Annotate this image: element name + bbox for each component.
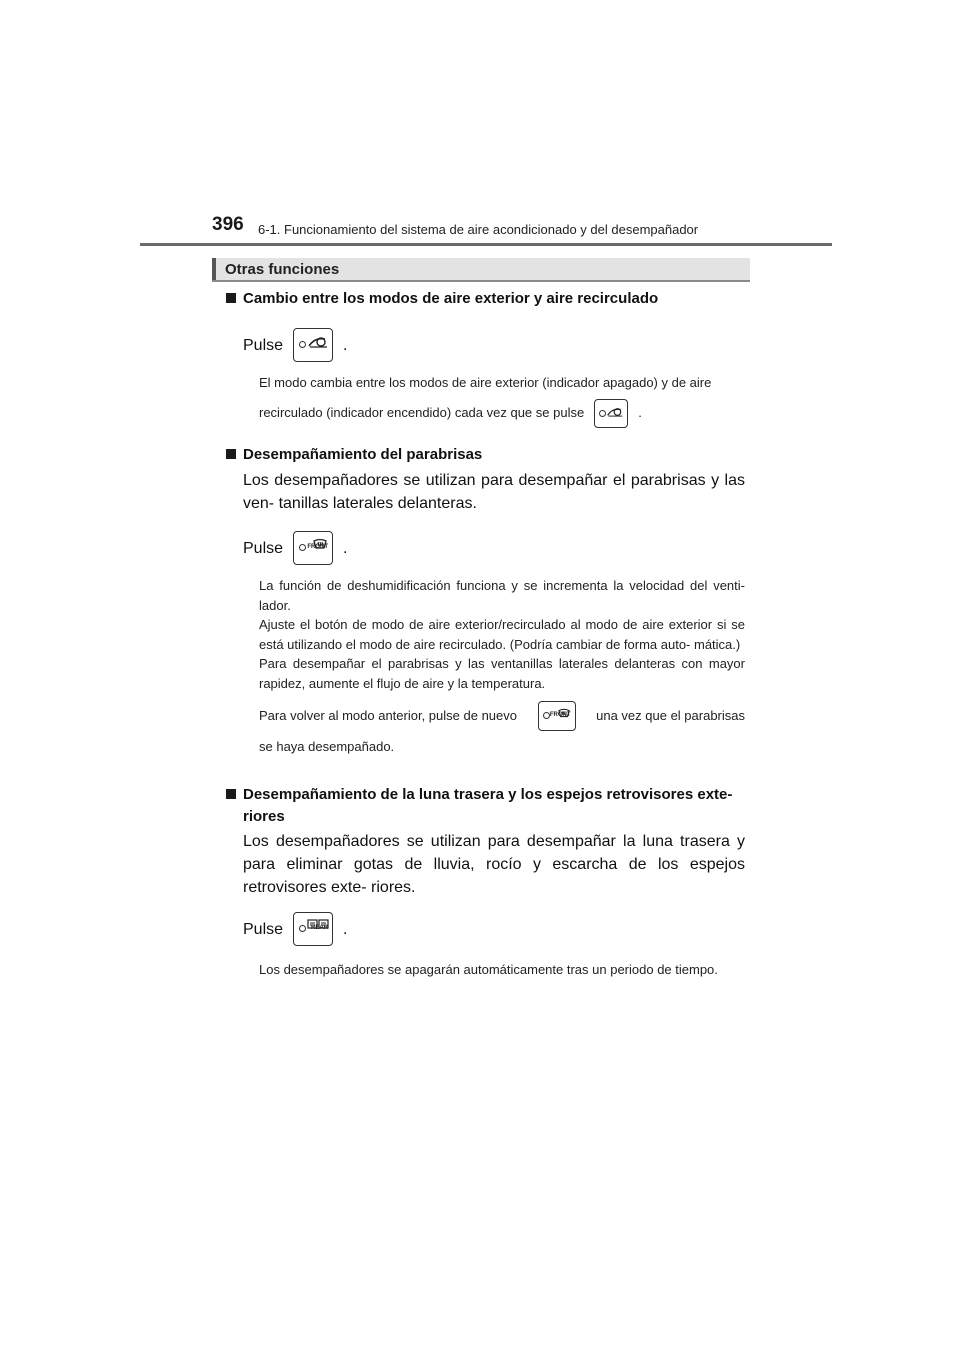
pulse-windshield xyxy=(243,531,745,565)
pulse-recirculation xyxy=(243,328,745,362)
period: . xyxy=(343,920,348,938)
period: . xyxy=(638,405,642,421)
heading-rear-line1: Desempañamiento de la luna trasera y los espejos retrovisores exte- xyxy=(243,786,733,803)
notes-windshield xyxy=(259,576,745,757)
bullet-square-icon xyxy=(226,449,236,459)
note-windshield-1: La función de deshumidificación funciona y se incrementa la velocidad del venti- lador. xyxy=(259,578,745,613)
body-windshield: Los desempañadores se utilizan para desempañar el parabrisas y las ven- tanillas laterales delanteras. xyxy=(243,472,745,512)
section-bar xyxy=(212,258,750,282)
body-rear: Los desempañadores se utilizan para desempañar la luna trasera y para eliminar gotas de lluvia, rocío y escarcha de los espejos retrovisores exte- riores. xyxy=(243,833,745,896)
period: . xyxy=(343,336,348,354)
note-recirculation-line2: recirculado (indicador encendido) cada vez que se pulse xyxy=(259,405,585,421)
period: . xyxy=(343,539,348,557)
note-windshield-3: Para desempañar el parabrisas y las ventanillas laterales delanteras con mayor rapidez, aumente el flujo de aire y la temperatura. xyxy=(259,656,745,691)
chapter-title: 6-1. Funcionamiento del sistema de aire acondicionado y del desempañador xyxy=(258,222,699,237)
heading-windshield-text: Desempañamiento del parabrisas xyxy=(243,446,483,463)
pulse-label: Pulse xyxy=(243,920,284,938)
note-windshield-2: Ajuste el botón de modo de aire exterior/recirculado al modo de aire exterior si se está utilizando el modo de aire recirculado. (Podría cambiar de forma auto- mática.) xyxy=(259,617,745,652)
note-windshield-4a: Para volver al modo anterior, pulse de nuevo xyxy=(259,708,517,724)
recirculation-small-icon xyxy=(594,399,628,428)
front-label: FRONT xyxy=(307,544,329,550)
page-number: 396 xyxy=(212,214,244,235)
bullet-square-icon xyxy=(226,293,236,303)
pulse-rear xyxy=(243,912,745,946)
rear-defroster-button-icon xyxy=(293,912,333,946)
header-rule xyxy=(140,243,832,246)
bullet-square-icon xyxy=(226,789,236,799)
heading-windshield xyxy=(226,444,756,466)
front-defroster-button-icon xyxy=(293,531,333,565)
pulse-label: Pulse xyxy=(243,336,284,354)
section-title: Otras funciones xyxy=(225,261,340,278)
note-rear: Los desempañadores se apagarán automáticamente tras un periodo de tiempo. xyxy=(259,962,718,977)
recirculation-button-icon xyxy=(293,328,333,362)
front-label: FRONT xyxy=(549,711,571,718)
note-windshield-4c: se haya desempañado. xyxy=(259,739,395,754)
section-accent xyxy=(212,258,216,280)
front-defroster-small-icon xyxy=(538,701,576,731)
note-recirculation-line1: El modo cambia entre los modos de aire exterior (indicador apagado) y de aire xyxy=(259,375,712,390)
pulse-label: Pulse xyxy=(243,539,284,557)
heading-rear xyxy=(226,784,756,828)
heading-recirculation xyxy=(226,288,756,310)
note-windshield-4b: una vez que el parabrisas xyxy=(596,708,745,724)
heading-rear-line2: riores xyxy=(243,808,285,825)
rear-label: REAR xyxy=(311,925,329,931)
note-recirculation xyxy=(259,373,745,428)
heading-recirculation-text: Cambio entre los modos de aire exterior y aire recirculado xyxy=(243,290,659,307)
